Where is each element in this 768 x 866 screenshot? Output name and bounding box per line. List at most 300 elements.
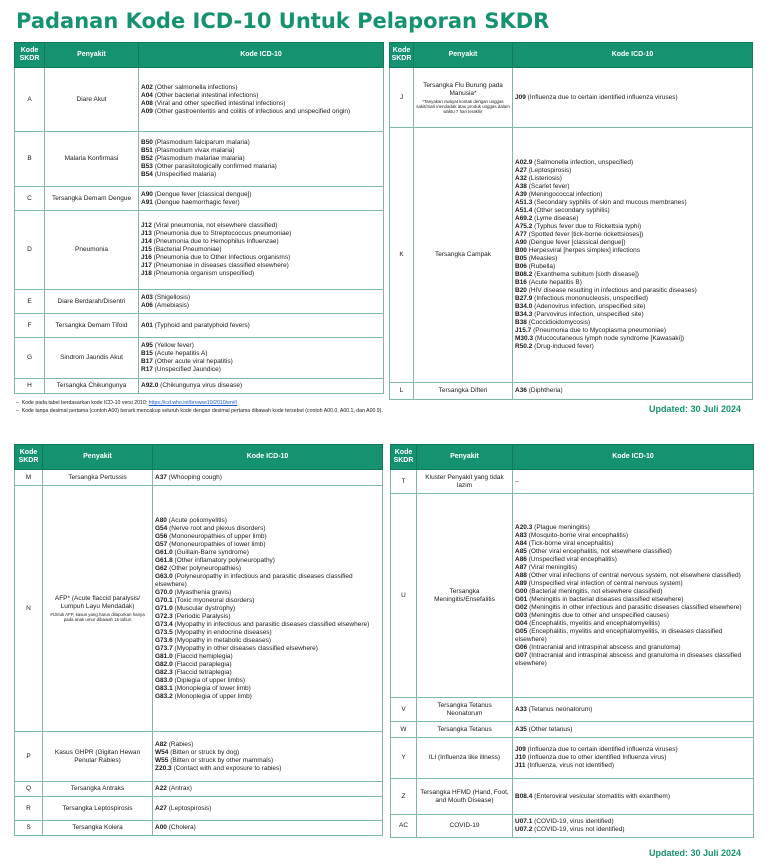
disease-cell bbox=[43, 732, 153, 782]
icd-description: (Pneumonia organism unspecified) bbox=[153, 270, 255, 277]
icd-description: (Contact with and exposure to rabies) bbox=[173, 764, 282, 772]
icd-entry bbox=[515, 287, 750, 295]
header-icd: Kode ICD-10 bbox=[513, 445, 754, 470]
icd-table-1 bbox=[14, 42, 384, 394]
icd-code: J16 bbox=[141, 254, 152, 261]
icd-description: (Tetanus neonatorum) bbox=[528, 705, 593, 713]
icd-codes-cell bbox=[153, 732, 383, 782]
icd-code: J09 bbox=[515, 746, 526, 753]
icd-description: (Tick-borne viral encephalitis) bbox=[528, 539, 614, 547]
icd-code: J15 bbox=[141, 246, 152, 253]
disease-cell bbox=[43, 797, 153, 821]
icd-entry bbox=[141, 262, 381, 270]
icd-entry bbox=[141, 147, 381, 155]
icd-code: G00 bbox=[515, 587, 528, 595]
icd-description: (Parvovirus infection, unspecified site) bbox=[534, 311, 644, 318]
footnote-2: – Kode tanpa desimal pertama (contoh A00) berarti mencakup seluruh kode dengan desimal pertama dibawah kode tersebut (contoh A00.0, A00.1, dan A00.9). bbox=[16, 408, 383, 414]
table-row bbox=[15, 290, 384, 314]
icd-code: G61.8 bbox=[155, 556, 173, 564]
disease-cell bbox=[43, 821, 153, 836]
icd-description: (Diplegia of upper limbs) bbox=[174, 676, 245, 684]
skdr-code: A bbox=[15, 68, 45, 132]
icd-description: (Influenza, virus not identified) bbox=[527, 762, 615, 769]
icd-description: (Secondary syphilis of skin and mucous membranes) bbox=[534, 199, 687, 206]
icd-code: A01 bbox=[141, 321, 153, 329]
icd-entry bbox=[515, 199, 750, 207]
table-row bbox=[15, 470, 383, 486]
icd-description: (Shigellosis) bbox=[154, 293, 191, 301]
icd-description: (Listeriosis) bbox=[528, 175, 562, 182]
icd-code: B53 bbox=[141, 163, 153, 170]
icd-browse-link[interactable]: https://icd.who.int/browse10/2010/en#/ bbox=[148, 400, 238, 406]
icd-codes-cell bbox=[513, 68, 753, 128]
icd-description: (Guillain-Barre syndrome) bbox=[174, 548, 249, 556]
disease-cell bbox=[43, 470, 153, 486]
icd-entry bbox=[515, 231, 750, 239]
icd-code: J17 bbox=[141, 262, 152, 269]
icd-description: (Unspecified Jaundice) bbox=[154, 366, 221, 373]
icd-code: G02 bbox=[515, 603, 528, 611]
icd-description: (Amebiasis) bbox=[154, 301, 190, 309]
icd-code: A22 bbox=[155, 785, 167, 792]
icd-code: G54 bbox=[155, 524, 168, 532]
icd-entry bbox=[515, 818, 751, 826]
icd-description: (Myopathy in metabolic diseases) bbox=[174, 636, 271, 644]
icd-entry bbox=[515, 548, 751, 556]
skdr-code: D bbox=[15, 211, 45, 290]
icd-entry bbox=[155, 653, 380, 661]
icd-code: G70.0 bbox=[155, 588, 173, 596]
icd-code: G82.3 bbox=[155, 668, 173, 676]
icd-entry bbox=[515, 596, 751, 604]
icd-description: (Flaccid paraplegia) bbox=[174, 660, 232, 668]
icd-code: G82.0 bbox=[155, 660, 173, 668]
icd-code: A82 bbox=[155, 740, 167, 748]
disease-name: Tersangka Demam Tifoid bbox=[55, 321, 128, 329]
icd-code: A87 bbox=[515, 563, 527, 571]
icd-description: (Bacterial Pneumoniae) bbox=[153, 246, 222, 253]
icd-description: (Toxic myoneural disorders) bbox=[174, 596, 255, 604]
icd-code: G83.0 bbox=[155, 676, 173, 684]
icd-code: R17 bbox=[141, 366, 153, 373]
icd-entry bbox=[155, 517, 380, 525]
skdr-code: K bbox=[390, 128, 414, 383]
icd-description: (Acute hepatitis A) bbox=[154, 350, 208, 357]
icd-code: A89 bbox=[515, 579, 527, 587]
icd-description: (Salmonella infection, unspecified) bbox=[534, 159, 634, 166]
icd-description: (Other bacterial intestinal infections) bbox=[154, 91, 259, 99]
icd-code: A69.2 bbox=[515, 215, 533, 222]
icd-description: (Leptospirosis) bbox=[528, 167, 572, 174]
disease-cell bbox=[414, 383, 513, 400]
icd-code: G61.0 bbox=[155, 548, 173, 556]
icd-code: A80 bbox=[155, 516, 167, 524]
icd-entry bbox=[155, 629, 380, 637]
disease-name: Tersangka Chikungunya bbox=[56, 382, 127, 389]
icd-code: A02.9 bbox=[515, 159, 533, 166]
skdr-code: C bbox=[15, 187, 45, 211]
icd-description: (Plasmodium falciparum malaria) bbox=[154, 139, 250, 146]
icd-description: (Coccidioidomycosis) bbox=[528, 319, 591, 326]
icd-description: (Whooping cough) bbox=[168, 473, 222, 481]
icd-description: (Muscular dystrophy) bbox=[174, 604, 236, 612]
icd-description: (Cholera) bbox=[168, 824, 196, 831]
icd-description: (Scarlet fever) bbox=[528, 183, 570, 190]
header-penyakit: Penyakit bbox=[414, 43, 513, 68]
icd-entry bbox=[515, 94, 750, 102]
icd-table-2 bbox=[389, 42, 753, 400]
disease-name: Tersangka Difteri bbox=[438, 387, 488, 394]
icd-entry bbox=[141, 100, 381, 108]
icd-entry bbox=[141, 382, 381, 390]
icd-entry bbox=[155, 757, 380, 765]
icd-codes-cell bbox=[513, 722, 754, 738]
icd-description: (COVID-19, virus not identified) bbox=[534, 826, 625, 833]
icd-code: A51.3 bbox=[515, 199, 533, 206]
icd-codes-cell bbox=[513, 470, 754, 494]
icd-description: (Intracranial and intraspinal abscess and granuloma) bbox=[529, 643, 681, 651]
icd-code: A27 bbox=[155, 804, 167, 812]
icd-description: (Meningitis in other infectious and parasitic diseases classified elsewhere) bbox=[529, 603, 742, 611]
icd-code: J12 bbox=[141, 222, 152, 229]
icd-code: G62 bbox=[155, 564, 168, 572]
table-row bbox=[15, 211, 384, 290]
icd-code: A86 bbox=[515, 555, 527, 563]
icd-entry bbox=[155, 565, 380, 573]
skdr-code: AC bbox=[391, 815, 417, 838]
table-row bbox=[15, 314, 384, 338]
icd-codes-cell bbox=[513, 815, 754, 838]
icd-description: (Intracranial and intraspinal abscess and granuloma in diseases classified elsewhere) bbox=[515, 651, 742, 667]
icd-entry bbox=[515, 620, 751, 628]
icd-description: (Mucocutaneous lymph node syndrome [Kawasaki]) bbox=[534, 335, 685, 342]
page-title: Padanan Kode ICD-10 Untuk Pelaporan SKDR bbox=[16, 9, 550, 33]
disease-name: Sindrom Jaundis Akut bbox=[60, 354, 123, 361]
icd-entry bbox=[155, 765, 380, 773]
icd-codes-cell bbox=[139, 187, 384, 211]
icd-entry bbox=[155, 693, 380, 701]
icd-entry bbox=[155, 525, 380, 533]
disease-name: ILI (Influenza like illness) bbox=[428, 754, 501, 761]
table-row bbox=[15, 821, 383, 836]
icd-description: (Other inflamatory polyneuropathy) bbox=[174, 556, 275, 564]
icd-entry bbox=[515, 564, 751, 572]
icd-entry bbox=[515, 239, 750, 247]
disease-cell bbox=[45, 132, 139, 187]
disease-name: Tersangka Meningitis/Ensefalitis bbox=[434, 587, 495, 603]
skdr-code: S bbox=[15, 821, 43, 836]
icd-code: B06 bbox=[515, 263, 527, 270]
icd-codes-cell bbox=[139, 211, 384, 290]
icd-entry bbox=[515, 311, 750, 319]
icd-description: (COVID-19, virus identified) bbox=[534, 818, 614, 825]
icd-description: (Viral meningitis) bbox=[528, 563, 578, 571]
icd-entry bbox=[155, 805, 380, 813]
icd-description: (Monoplegia of lower limb) bbox=[174, 684, 251, 692]
icd-entry bbox=[515, 524, 751, 532]
icd-description: (Other acute viral hepatitis) bbox=[154, 358, 233, 365]
icd-description: (Adenovirus infection, unspecified site) bbox=[534, 303, 646, 310]
table-row bbox=[15, 187, 384, 211]
icd-codes-cell bbox=[153, 782, 383, 797]
skdr-code: G bbox=[15, 338, 45, 379]
skdr-code: B bbox=[15, 132, 45, 187]
icd-entry bbox=[515, 652, 751, 668]
icd-code: G06 bbox=[515, 643, 528, 651]
icd-entry bbox=[155, 637, 380, 645]
icd-code: B05 bbox=[515, 255, 527, 262]
icd-codes-cell bbox=[153, 797, 383, 821]
icd-code: W54 bbox=[155, 748, 169, 756]
icd-entry bbox=[515, 175, 750, 183]
skdr-code: W bbox=[391, 722, 417, 738]
icd-code: A91 bbox=[141, 198, 153, 206]
icd-entry bbox=[141, 163, 381, 171]
icd-entry bbox=[141, 342, 381, 350]
icd-entry bbox=[515, 343, 750, 351]
icd-entry bbox=[515, 644, 751, 652]
disease-cell bbox=[45, 290, 139, 314]
icd-entry bbox=[515, 295, 750, 303]
icd-description: (Antrax) bbox=[168, 785, 192, 792]
icd-code: B34.0 bbox=[515, 303, 533, 310]
disease-name: Tersangka HFMD (Hand, Foot, and Mouth Disease) bbox=[420, 788, 509, 804]
icd-entry bbox=[515, 556, 751, 564]
icd-code: G81.0 bbox=[155, 652, 173, 660]
icd-code: G83.1 bbox=[155, 684, 173, 692]
icd-entry bbox=[155, 573, 380, 589]
icd-code: B16 bbox=[515, 279, 527, 286]
table-row bbox=[15, 68, 384, 132]
icd-entry bbox=[141, 246, 381, 254]
icd-code: U07.1 bbox=[515, 818, 533, 825]
icd-code: G05 bbox=[515, 627, 528, 635]
icd-entry bbox=[515, 580, 751, 588]
table-row bbox=[15, 132, 384, 187]
icd-entry bbox=[515, 387, 750, 395]
icd-code: J11 bbox=[515, 762, 526, 769]
icd-entry bbox=[155, 669, 380, 677]
icd-description: (Unspecified viral infection of central nervous system) bbox=[528, 579, 683, 587]
disease-cell bbox=[45, 314, 139, 338]
icd-entry bbox=[141, 191, 381, 199]
icd-code: A75.2 bbox=[515, 223, 533, 230]
icd-description: (Monoplegia of upper limb) bbox=[174, 692, 252, 700]
disease-name: Kluster Penyakit yang tidak lazim bbox=[425, 473, 504, 489]
icd-code: G71.0 bbox=[155, 604, 173, 612]
icd-entry bbox=[141, 302, 381, 310]
icd-description: (Nerve root and plexus disorders) bbox=[169, 524, 266, 532]
icd-entry bbox=[141, 270, 381, 278]
icd-code: A33 bbox=[515, 705, 527, 713]
icd-entry bbox=[155, 677, 380, 685]
table-row bbox=[15, 486, 383, 732]
icd-code: U07.2 bbox=[515, 826, 533, 833]
icd-description: (Influenza due to other identified Influenza virus) bbox=[527, 754, 667, 761]
icd-code: Z20.3 bbox=[155, 764, 172, 772]
disease-name: Tersangka Demam Dengue bbox=[51, 194, 132, 202]
icd-description: (Yellow fever) bbox=[154, 342, 194, 349]
icd-code: J14 bbox=[141, 238, 152, 245]
icd-code: A09 bbox=[141, 107, 153, 115]
icd-entry bbox=[141, 230, 381, 238]
icd-description: – bbox=[515, 477, 519, 485]
disease-note: *Tanyakan riwayat kontak dengan unggas sakit/mati mendadak atau produk unggas dalam waktu 7 hari terakhir bbox=[416, 98, 510, 114]
icd-code: G73.7 bbox=[155, 644, 173, 652]
icd-code: A20.3 bbox=[515, 523, 533, 531]
icd-code: A83 bbox=[515, 531, 527, 539]
icd-code: G72.3 bbox=[155, 612, 173, 620]
icd-entry bbox=[515, 532, 751, 540]
table-row bbox=[391, 738, 754, 779]
disease-name: Tersangka Tetanus Neonatorum bbox=[437, 701, 492, 717]
icd-code: A02 bbox=[141, 83, 153, 91]
skdr-code: L bbox=[390, 383, 414, 400]
icd-code: A03 bbox=[141, 293, 153, 301]
footnote-1: – Kode pada tabel berdasarkan kode ICD-10 versi 2010: https://icd.who.int/browse10/2010/en#/ bbox=[16, 400, 238, 406]
icd-description: (Myopathy in endocrine diseases) bbox=[174, 628, 272, 636]
disease-name: Kasus GHPR (Gigitan Hewan Penular Rabies) bbox=[54, 748, 141, 764]
icd-description: (Mosquito-borne viral encephalitis) bbox=[528, 531, 629, 539]
disease-name: COVID-19 bbox=[449, 822, 480, 829]
icd-entry bbox=[141, 108, 381, 116]
icd-code: A84 bbox=[515, 539, 527, 547]
icd-entry bbox=[515, 327, 750, 335]
icd-code: W55 bbox=[155, 756, 169, 764]
icd-entry bbox=[155, 557, 380, 565]
icd-codes-cell bbox=[513, 779, 754, 815]
icd-code: A90 bbox=[515, 239, 527, 246]
icd-entry bbox=[141, 366, 381, 374]
icd-description: (Lyme disease) bbox=[534, 215, 579, 222]
icd-entry bbox=[515, 255, 750, 263]
icd-code: B08.4 bbox=[515, 792, 533, 800]
icd-description: (Other viral infections of central nervous system, not elsewhere classified) bbox=[528, 571, 741, 579]
disease-cell bbox=[414, 128, 513, 383]
icd-description: (Spotted fever [tick-borne rickettsioses]) bbox=[528, 231, 644, 238]
icd-description: (Meningitis in bacterial diseases classified elsewhere) bbox=[529, 595, 684, 603]
icd-entry bbox=[141, 294, 381, 302]
icd-entry bbox=[141, 155, 381, 163]
icd-entry bbox=[515, 271, 750, 279]
icd-code: B38 bbox=[515, 319, 527, 326]
icd-description: (Typhus fever due to Rickettsia typhi) bbox=[534, 223, 642, 230]
icd-entry bbox=[155, 645, 380, 653]
icd-code: A06 bbox=[141, 301, 153, 309]
icd-entry bbox=[515, 183, 750, 191]
icd-entry bbox=[141, 238, 381, 246]
icd-codes-cell bbox=[139, 379, 384, 394]
skdr-code: P bbox=[15, 732, 43, 782]
skdr-code: F bbox=[15, 314, 45, 338]
icd-code: G56 bbox=[155, 532, 168, 540]
icd-entry bbox=[155, 621, 380, 629]
skdr-code: R bbox=[15, 797, 43, 821]
icd-code: B51 bbox=[141, 147, 153, 154]
icd-description: (Plasmodium vivax malaria) bbox=[154, 147, 235, 154]
icd-description: (Unspecified viral encephalitis) bbox=[528, 555, 617, 563]
icd-code: B08.2 bbox=[515, 271, 533, 278]
disease-cell bbox=[45, 187, 139, 211]
icd-description: (Bacterial meningitis, not elsewhere classified) bbox=[529, 587, 663, 595]
skdr-code: N bbox=[15, 486, 43, 732]
icd-code: A00 bbox=[155, 824, 167, 831]
disease-name: Diare Akut bbox=[76, 95, 107, 103]
icd-entry bbox=[515, 572, 751, 580]
icd-description: (Bitten or struck by other mammals) bbox=[170, 756, 274, 764]
table-row bbox=[391, 494, 754, 698]
icd-entry bbox=[141, 171, 381, 179]
icd-codes-cell bbox=[139, 314, 384, 338]
icd-description: (Other secondary syphilis) bbox=[534, 207, 610, 214]
icd-codes-cell bbox=[139, 68, 384, 132]
icd-code: A37 bbox=[155, 473, 167, 481]
skdr-code: U bbox=[391, 494, 417, 698]
icd-codes-cell bbox=[513, 698, 754, 722]
icd-code: G83.2 bbox=[155, 692, 173, 700]
table-row bbox=[15, 782, 383, 797]
icd-description: (Measles) bbox=[528, 255, 558, 262]
header-icd: Kode ICD-10 bbox=[139, 43, 384, 68]
icd-entry bbox=[515, 726, 751, 734]
icd-description: (Pneumonia due to Mycoplasma pneumoniae) bbox=[533, 327, 667, 334]
table-row bbox=[391, 698, 754, 722]
icd-description: (Diphtheria) bbox=[528, 387, 563, 394]
icd-code: J09 bbox=[515, 93, 526, 101]
disease-note: #Untuk AFP, kasus yang harus dilaporkan hanya pada anak umur dibawah 15 tahun bbox=[50, 612, 145, 622]
icd-entry bbox=[155, 741, 380, 749]
icd-description: (Viral pneumonia, not elsewhere classified) bbox=[153, 222, 278, 229]
skdr-code: M bbox=[15, 470, 43, 486]
table-row bbox=[15, 338, 384, 379]
skdr-code: H bbox=[15, 379, 45, 394]
icd-description: (Influenza due to certain identified influenza viruses) bbox=[527, 746, 678, 753]
disease-name: Malaria Konfirmasi bbox=[64, 155, 119, 162]
icd-description: (Dengue fever [classical dengue]) bbox=[528, 239, 626, 246]
icd-description: (Periodic Paralysis) bbox=[174, 612, 231, 620]
icd-description: (HIV disease resulting in infectious and parasitic diseases) bbox=[528, 287, 697, 294]
table-row bbox=[391, 722, 754, 738]
icd-entry bbox=[155, 589, 380, 597]
icd-description: (Myopathy in other diseases classified elsewhere) bbox=[174, 644, 318, 652]
icd-description: (Infectious mononucleosis, unspecified) bbox=[534, 295, 648, 302]
icd-description: (Pneumonia due to Streptococcus pneumoniae) bbox=[153, 230, 292, 237]
icd-entry bbox=[515, 604, 751, 612]
icd-codes-cell bbox=[153, 470, 383, 486]
icd-code: G03 bbox=[515, 611, 528, 619]
disease-cell bbox=[45, 338, 139, 379]
icd-entry bbox=[141, 84, 381, 92]
icd-entry bbox=[515, 319, 750, 327]
icd-code: G73.6 bbox=[155, 636, 173, 644]
icd-description: (Meningitis due to other and unspecified causes) bbox=[529, 611, 669, 619]
icd-code: J15.7 bbox=[515, 327, 532, 334]
icd-description: (Viral and other specified intestinal infections) bbox=[154, 99, 286, 107]
icd-description: (Pneumonia due to Hemophilus Influenzae) bbox=[153, 238, 279, 245]
icd-description: (Dengue haemorrhagic fever) bbox=[154, 198, 240, 206]
icd-description: (Rubella) bbox=[528, 263, 556, 270]
skdr-code: V bbox=[391, 698, 417, 722]
icd-entry bbox=[515, 612, 751, 620]
skdr-code: Y bbox=[391, 738, 417, 779]
icd-code: G63.0 bbox=[155, 572, 173, 580]
icd-description: (Encephalitis, myelitis and encephalomyelitis, in diseases classified elsewhere) bbox=[515, 627, 723, 643]
icd-entry bbox=[515, 746, 751, 754]
header-icd: Kode ICD-10 bbox=[153, 445, 383, 470]
icd-code: A95 bbox=[141, 342, 153, 349]
icd-description: (Flaccid tetraplegia) bbox=[174, 668, 232, 676]
icd-code: A32 bbox=[515, 175, 527, 182]
